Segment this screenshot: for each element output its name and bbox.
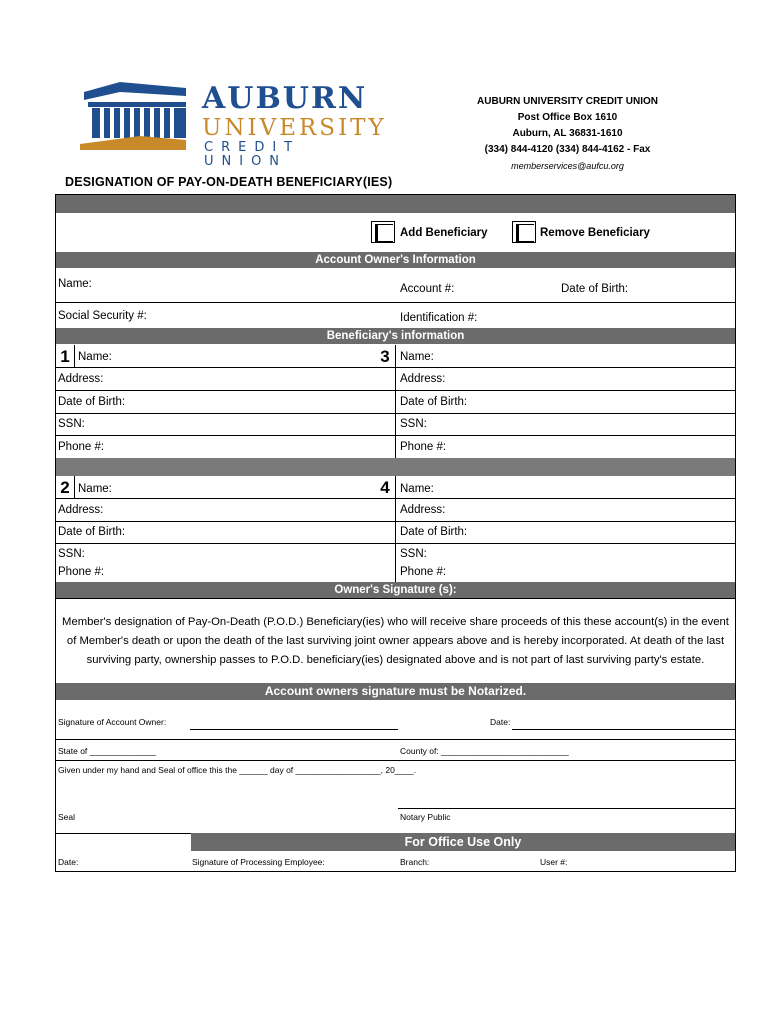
owner-ssn-label: Social Security #: bbox=[58, 310, 147, 322]
beneficiary-number-2: 2 bbox=[60, 478, 70, 497]
email-address: memberservices@aufcu.org bbox=[511, 161, 624, 171]
account-owner-section-header: Account Owner's Information bbox=[56, 252, 735, 268]
auburn-credit-union-logo bbox=[80, 78, 387, 169]
divider bbox=[395, 345, 396, 367]
beneficiary-2-ssn-label: SSN: bbox=[58, 548, 85, 560]
signature-date-line[interactable] bbox=[512, 729, 735, 730]
county-of-label: County of: ___________________________ bbox=[400, 746, 569, 756]
remove-beneficiary-label: Remove Beneficiary bbox=[540, 227, 650, 239]
org-name: AUBURN UNIVERSITY CREDIT UNION bbox=[477, 96, 658, 107]
branch-label: Branch: bbox=[400, 857, 430, 867]
beneficiary-2-phone-label: Phone #: bbox=[58, 566, 105, 578]
beneficiary-number-3: 3 bbox=[380, 347, 390, 366]
beneficiary-2-dob-label: Date of Birth: bbox=[58, 526, 126, 538]
beneficiary-2-address-label: Address: bbox=[58, 504, 104, 516]
beneficiary-3-address-label: Address: bbox=[400, 373, 446, 385]
owner-identification-label: Identification #: bbox=[400, 312, 478, 324]
beneficiary-number-1: 1 bbox=[60, 347, 70, 366]
divider bbox=[56, 521, 735, 522]
column-divider bbox=[395, 476, 396, 582]
remove-beneficiary-checkbox[interactable] bbox=[512, 221, 536, 243]
processing-employee-signature-label: Signature of Processing Employee: bbox=[192, 857, 325, 867]
logo-word-credit-union: CREDIT UNION bbox=[204, 140, 301, 169]
beneficiary-2-name-label: Name: bbox=[78, 483, 112, 495]
form-title: DESIGNATION OF PAY-ON-DEATH BENEFICIARY(IES) bbox=[65, 175, 393, 189]
owner-signature-label: Signature of Account Owner: bbox=[58, 717, 167, 727]
city-state-zip: Auburn, AL 36831-1610 bbox=[512, 128, 623, 139]
separator-bar bbox=[56, 458, 735, 476]
beneficiary-4-ssn-label: SSN: bbox=[400, 548, 427, 560]
add-beneficiary-label: Add Beneficiary bbox=[400, 227, 488, 239]
signature-date-label: Date: bbox=[490, 717, 511, 727]
notary-given-statement: Given under my hand and Seal of office this the ______ day of __________________, 20____. bbox=[58, 765, 417, 775]
divider bbox=[56, 833, 191, 834]
divider bbox=[56, 413, 735, 414]
owner-dob-label: Date of Birth: bbox=[561, 283, 629, 295]
state-of-label: State of ______________ bbox=[58, 746, 156, 756]
beneficiary-section-header: Beneficiary's information bbox=[56, 328, 735, 344]
divider bbox=[56, 598, 735, 599]
owner-signature-section-header: Owner's Signature (s): bbox=[56, 582, 735, 598]
building-emblem-icon bbox=[80, 78, 200, 160]
phone-fax: (334) 844-4120 (334) 844-4162 - Fax bbox=[484, 144, 651, 155]
logo-word-auburn: AUBURN bbox=[202, 81, 368, 116]
beneficiary-4-name-label: Name: bbox=[400, 483, 434, 495]
user-number-label: User #: bbox=[540, 857, 568, 867]
beneficiary-4-dob-label: Date of Birth: bbox=[400, 526, 468, 538]
divider bbox=[56, 739, 735, 740]
po-box: Post Office Box 1610 bbox=[517, 112, 618, 123]
beneficiary-1-ssn-label: SSN: bbox=[58, 418, 85, 430]
beneficiary-number-4: 4 bbox=[380, 478, 390, 497]
beneficiary-3-phone-label: Phone #: bbox=[400, 441, 447, 453]
divider bbox=[56, 302, 735, 303]
divider bbox=[56, 760, 735, 761]
beneficiary-3-name-label: Name: bbox=[400, 351, 434, 363]
divider bbox=[74, 345, 75, 367]
credit-union-address-block bbox=[445, 94, 690, 174]
beneficiary-3-dob-label: Date of Birth: bbox=[400, 396, 468, 408]
office-date-label: Date: bbox=[58, 857, 79, 867]
owner-signature-line[interactable] bbox=[190, 729, 398, 730]
divider bbox=[56, 367, 735, 368]
notarization-notice-bar: Account owners signature must be Notarized. bbox=[56, 683, 735, 700]
owner-account-label: Account #: bbox=[400, 283, 455, 295]
seal-label: Seal bbox=[58, 812, 76, 822]
logo-word-university: UNIVERSITY bbox=[202, 115, 387, 141]
beneficiary-3-ssn-label: SSN: bbox=[400, 418, 427, 430]
beneficiary-4-phone-label: Phone #: bbox=[400, 566, 447, 578]
top-header-bar bbox=[56, 195, 735, 213]
divider bbox=[56, 543, 735, 544]
office-use-section-header: For Office Use Only bbox=[191, 833, 735, 851]
divider bbox=[56, 390, 735, 391]
beneficiary-1-dob-label: Date of Birth: bbox=[58, 396, 126, 408]
add-beneficiary-checkbox[interactable] bbox=[371, 221, 395, 243]
notary-public-label: Notary Public bbox=[400, 812, 451, 822]
beneficiary-1-phone-label: Phone #: bbox=[58, 441, 105, 453]
pod-designation-paragraph: Member's designation of Pay-On-Death (P.O.D.) Beneficiary(ies) who will receive share proceeds of this these account(s) in the event of Member's death or upon the death of the last surviving joint owner appears above and is hereby incorporated. At death of the last surviving party, ownership passes to P.O.D. beneficiary(ies) designated above and is not part of last surviving party's estate. bbox=[62, 616, 729, 666]
divider bbox=[56, 435, 735, 436]
beneficiary-1-name-label: Name: bbox=[78, 351, 112, 363]
beneficiary-4-address-label: Address: bbox=[400, 504, 446, 516]
divider bbox=[74, 476, 75, 498]
beneficiary-1-address-label: Address: bbox=[58, 373, 104, 385]
divider bbox=[56, 498, 735, 499]
notary-signature-line[interactable] bbox=[398, 808, 735, 809]
owner-name-label: Name: bbox=[58, 278, 92, 290]
